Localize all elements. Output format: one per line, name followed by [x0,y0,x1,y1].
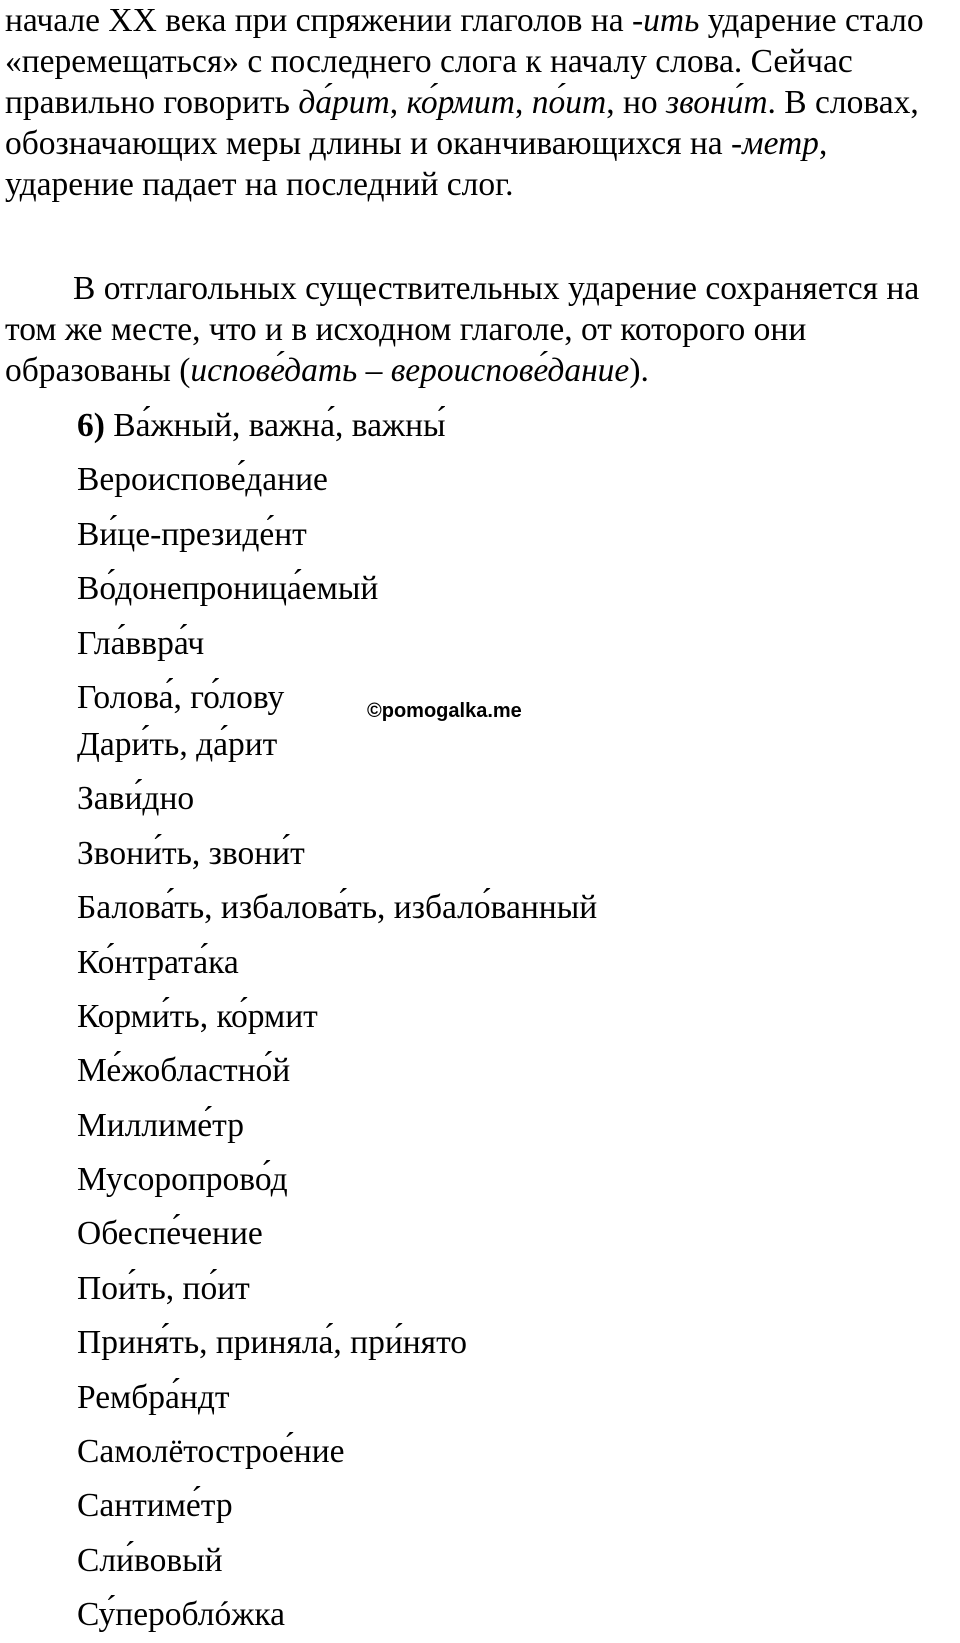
text-segment: , [389,84,407,121]
italic-term: -ить [632,2,700,39]
list-item: Пои́ть, по́ит [77,1269,250,1307]
italic-term: да́рит [298,84,390,121]
watermark: ©pomogalka.me [367,700,522,722]
text-segment: – [357,352,391,389]
list-item: Сли́вовый [77,1541,223,1579]
list-item: Самолётострое́ние [77,1433,345,1471]
list-item: Приня́ть, приняла́, при́нято [77,1324,468,1362]
text-segment: В отглагольных существительных ударение сохраняется на том же месте, что и в исходном глаголе, от которого они образованы ( [5,270,920,389]
text-segment: начале XX века при спряжении глаголов на [5,2,633,39]
list-item: Су́пероблóжка [77,1596,286,1634]
italic-term: ко́рмит [406,84,516,121]
list-item [77,399,597,453]
italic-term: -метр [731,125,819,162]
text-segment: , [515,84,532,121]
italic-term: испове́дать [190,352,358,389]
text-segment: . В словах, обозначающих меры длины и оканчивающихся на [5,84,919,162]
paragraph-verbal-nouns [5,268,955,391]
text-segment: , ударение падает на последний слог. [5,125,828,203]
italic-term: вероиспове́дание [390,352,630,389]
list-item: Зави́дно [77,780,195,818]
section-number: 6) [77,407,105,444]
list-item: Во́донепроница́емый [77,570,379,608]
stress-word-list [77,399,597,1643]
italic-term: по́ит [531,84,607,121]
list-item: Вероиспове́дание [77,461,328,499]
list-item: Гла́ввра́ч [77,624,205,662]
list-item: Сантиме́тр [77,1487,233,1525]
list-item: Миллиме́тр [77,1106,244,1144]
list-item: Ко́нтрата́ка [77,943,239,981]
list-item: Ви́це-президе́нт [77,515,307,553]
list-item: Рембра́ндт [77,1378,230,1416]
list-item: Обеспе́чение [77,1215,263,1253]
list-item: Дари́ть, да́рит [77,725,278,763]
list-item: Мусоропрово́д [77,1161,288,1199]
italic-term: звони́т [666,84,768,121]
list-item: Звони́ть, звони́т [77,834,305,872]
text-segment: ударение стало «перемещаться» с последнего слога к началу слова. Сейчас правильно говорить [5,2,924,121]
text-segment: ). [629,352,649,389]
text-segment: , но [606,84,667,121]
list-item: Корми́ть, ко́рмит [77,997,318,1035]
list-item: Ме́жобластно́й [77,1052,291,1090]
list-item: Голова́, го́лову [77,678,285,716]
list-item: Балова́ть, избалова́ть, избало́ванный [77,889,598,927]
list-item-text: Ва́жный, важна́, важны́ [113,407,446,444]
paragraph-stress-verbs [5,0,955,205]
